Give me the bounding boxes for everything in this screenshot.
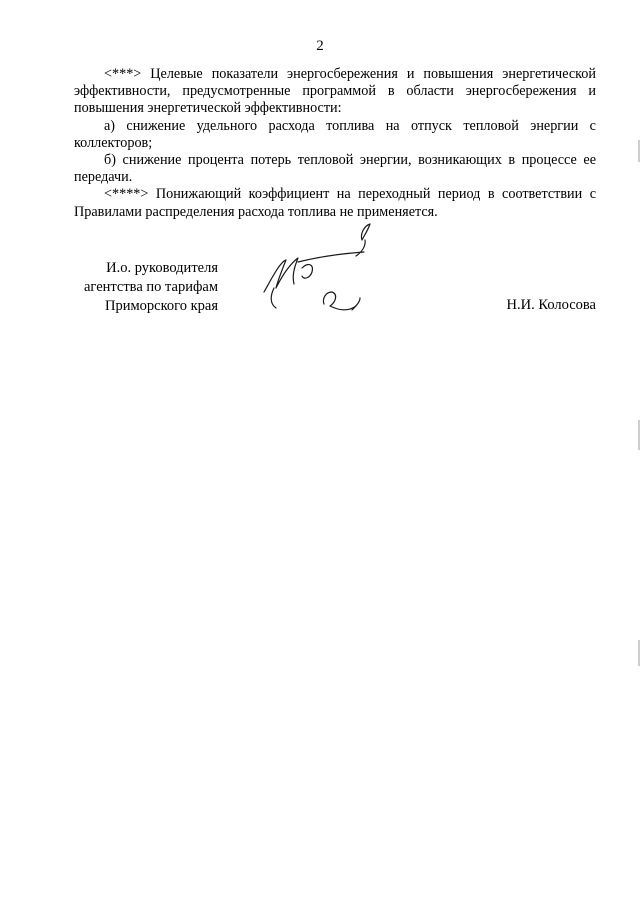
position-line-3: Приморского края (104, 298, 218, 314)
footnote-item-a: а) снижение удельного расхода топлива на отпуск тепловой энергии с коллекторов; (74, 117, 596, 151)
page-number: 2 (316, 38, 324, 54)
footnote-targets-paragraph: <***> Целевые показатели энергосбережения и повышения энергетической эффективности, предусмотренные программой в области энергосбережения и повышения энергетической эффективности: (74, 66, 596, 117)
position-line-2: агентства по тарифам (84, 279, 218, 295)
signer-name: Н.И. Колосова (506, 297, 596, 313)
signatory-position (66, 259, 218, 316)
footnote-item-b: б) снижение процента потерь тепловой энергии, возникающих в процессе ее передачи. (74, 152, 596, 186)
position-line-1: И.о. руководителя (106, 260, 218, 276)
handwritten-signature (252, 218, 382, 318)
footnotes-block (74, 66, 596, 221)
footnote-coefficient-paragraph: <****> Понижающий коэффициент на переходный период в соответствии с Правилами распределения расхода топлива не применяется. (74, 186, 596, 220)
